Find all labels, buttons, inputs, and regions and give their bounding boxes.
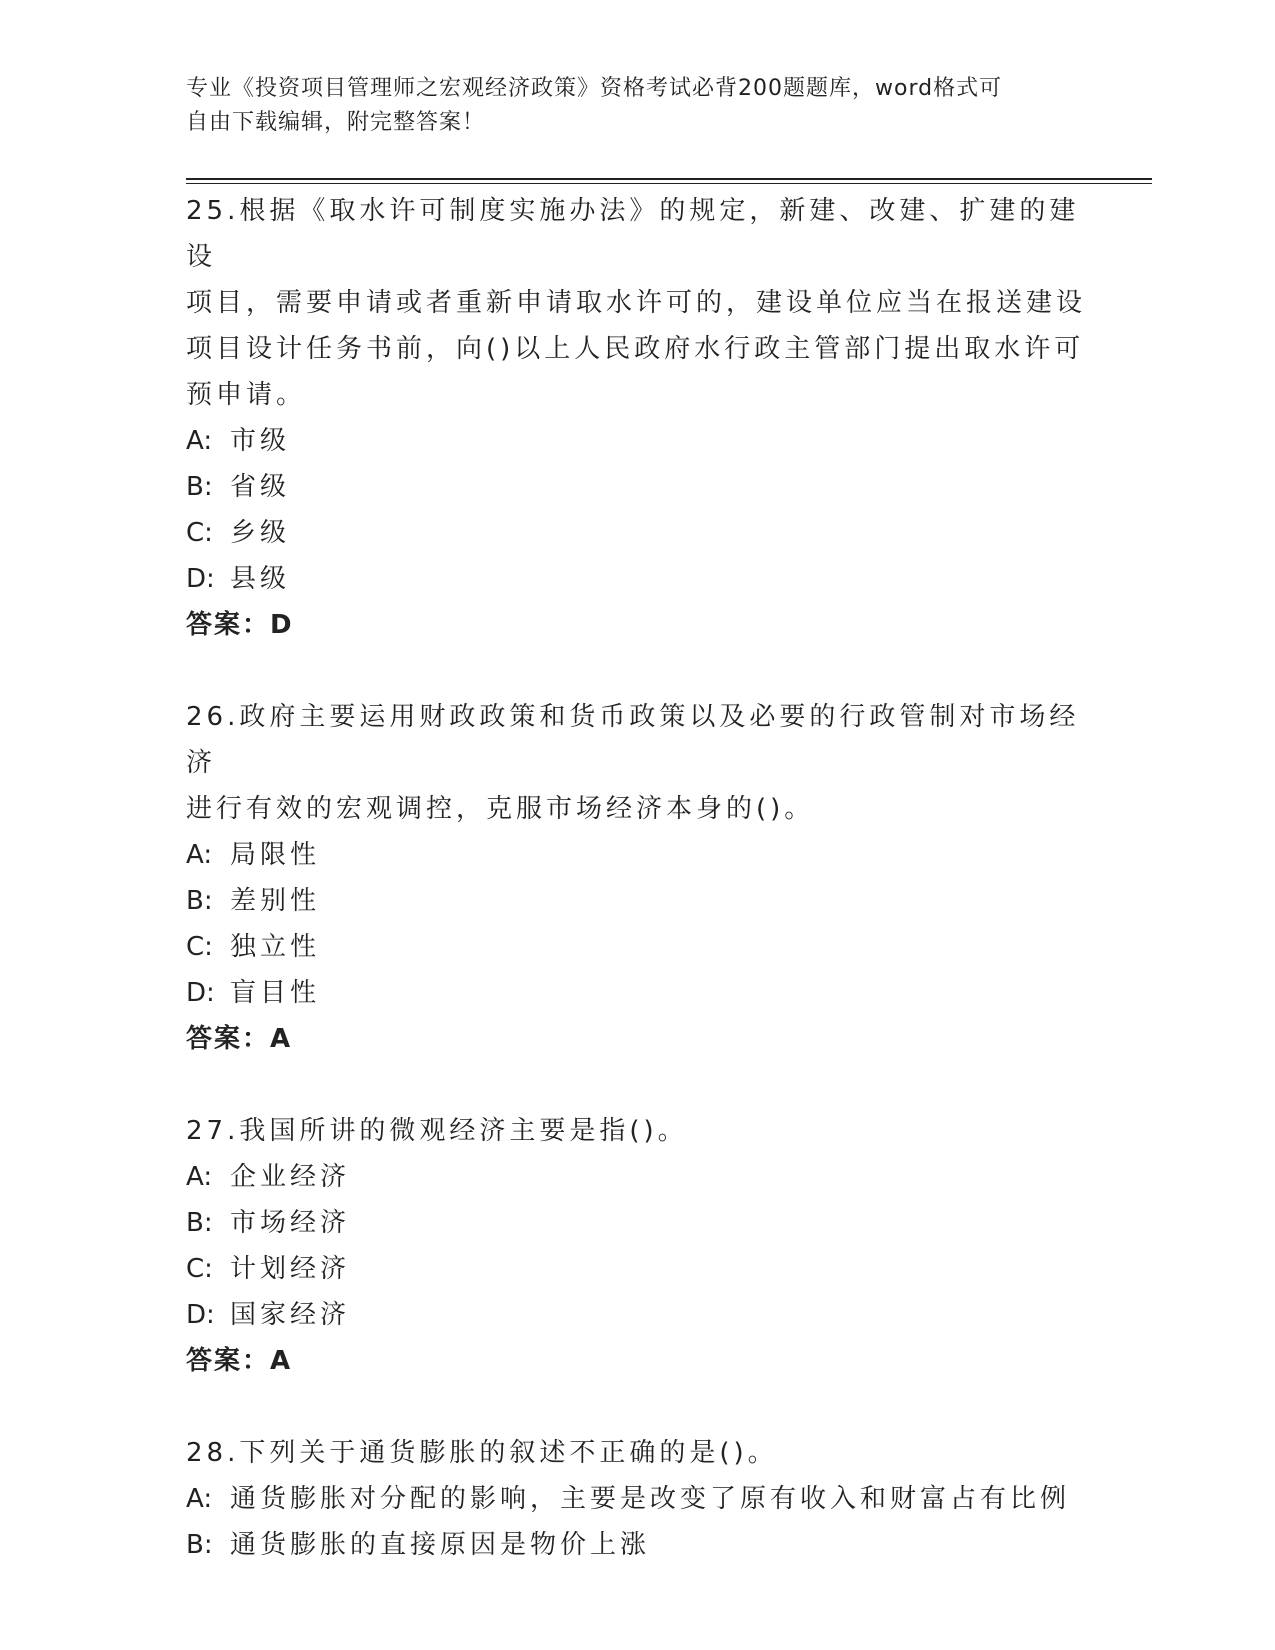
header-divider-thick: [186, 178, 1152, 180]
option-letter: D:: [186, 978, 215, 1008]
option-c: [186, 510, 1086, 556]
question-27: [186, 1108, 1086, 1384]
option-text: 省级: [230, 472, 291, 502]
option-text: 国家经济: [230, 1300, 351, 1330]
stem-line: 项目设计任务书前，向()以上人民政府水行政主管部门提出取水许可: [186, 334, 1085, 364]
question-stem: [186, 1430, 1086, 1476]
question-28: [186, 1430, 1086, 1568]
header-line-1: 专业《投资项目管理师之宏观经济政策》资格考试必背200题题库，word格式可: [186, 76, 1003, 101]
option-letter: A:: [186, 1484, 213, 1514]
question-spacer: [186, 648, 1086, 694]
option-letter: D:: [186, 564, 215, 594]
option-d: [186, 1292, 1086, 1338]
option-d: [186, 556, 1086, 602]
option-text: 乡级: [230, 518, 291, 548]
question-26: [186, 694, 1086, 1062]
option-a: [186, 1476, 1086, 1522]
option-letter: B:: [186, 1208, 213, 1238]
answer-label: 答案：A: [186, 1024, 293, 1054]
stem-line: 28.下列关于通货膨胀的叙述不正确的是()。: [186, 1438, 778, 1468]
option-b: [186, 1522, 1086, 1568]
option-text: 市级: [230, 426, 291, 456]
stem-line: 进行有效的宏观调控，克服市场经济本身的()。: [186, 794, 815, 824]
option-b: [186, 878, 1086, 924]
option-text: 通货膨胀的直接原因是物价上涨: [230, 1530, 651, 1560]
option-b: [186, 1200, 1086, 1246]
option-d: [186, 970, 1086, 1016]
option-letter: A:: [186, 426, 213, 456]
option-text: 企业经济: [230, 1162, 351, 1192]
stem-line: 项目，需要申请或者重新申请取水许可的，建设单位应当在报送建设: [186, 288, 1087, 318]
option-text: 局限性: [230, 840, 321, 870]
option-letter: C:: [186, 932, 213, 962]
option-letter: A:: [186, 1162, 213, 1192]
option-c: [186, 924, 1086, 970]
question-spacer: [186, 1384, 1086, 1430]
document-header: [186, 72, 1086, 140]
option-text: 差别性: [230, 886, 321, 916]
question-stem: [186, 1108, 1086, 1154]
option-letter: B:: [186, 1530, 213, 1560]
stem-line: 预申请。: [186, 380, 307, 410]
stem-line: 27.我国所讲的微观经济主要是指()。: [186, 1116, 688, 1146]
option-a: [186, 832, 1086, 878]
header-divider-thin: [186, 183, 1152, 184]
answer-label: 答案：A: [186, 1346, 293, 1376]
option-b: [186, 464, 1086, 510]
option-text: 独立性: [230, 932, 321, 962]
option-a: [186, 1154, 1086, 1200]
option-c: [186, 1246, 1086, 1292]
header-line-2: 自由下载编辑，附完整答案！: [186, 110, 486, 135]
stem-line: 25.根据《取水许可制度实施办法》的规定，新建、改建、扩建的建设: [186, 196, 1080, 272]
question-spacer: [186, 1062, 1086, 1108]
option-text: 县级: [230, 564, 291, 594]
question-stem: [186, 188, 1086, 418]
option-letter: A:: [186, 840, 213, 870]
question-25: [186, 188, 1086, 648]
option-letter: B:: [186, 886, 213, 916]
answer-label: 答案：D: [186, 610, 294, 640]
option-a: [186, 418, 1086, 464]
stem-line: 26.政府主要运用财政政策和货币政策以及必要的行政管制对市场经济: [186, 702, 1080, 778]
option-text: 通货膨胀对分配的影响，主要是改变了原有收入和财富占有比例: [230, 1484, 1071, 1514]
option-text: 市场经济: [230, 1208, 351, 1238]
option-letter: D:: [186, 1300, 215, 1330]
question-stem: [186, 694, 1086, 832]
option-letter: C:: [186, 518, 213, 548]
option-text: 计划经济: [230, 1254, 351, 1284]
question-list: [186, 188, 1086, 1568]
option-letter: C:: [186, 1254, 213, 1284]
option-letter: B:: [186, 472, 213, 502]
option-text: 盲目性: [230, 978, 321, 1008]
